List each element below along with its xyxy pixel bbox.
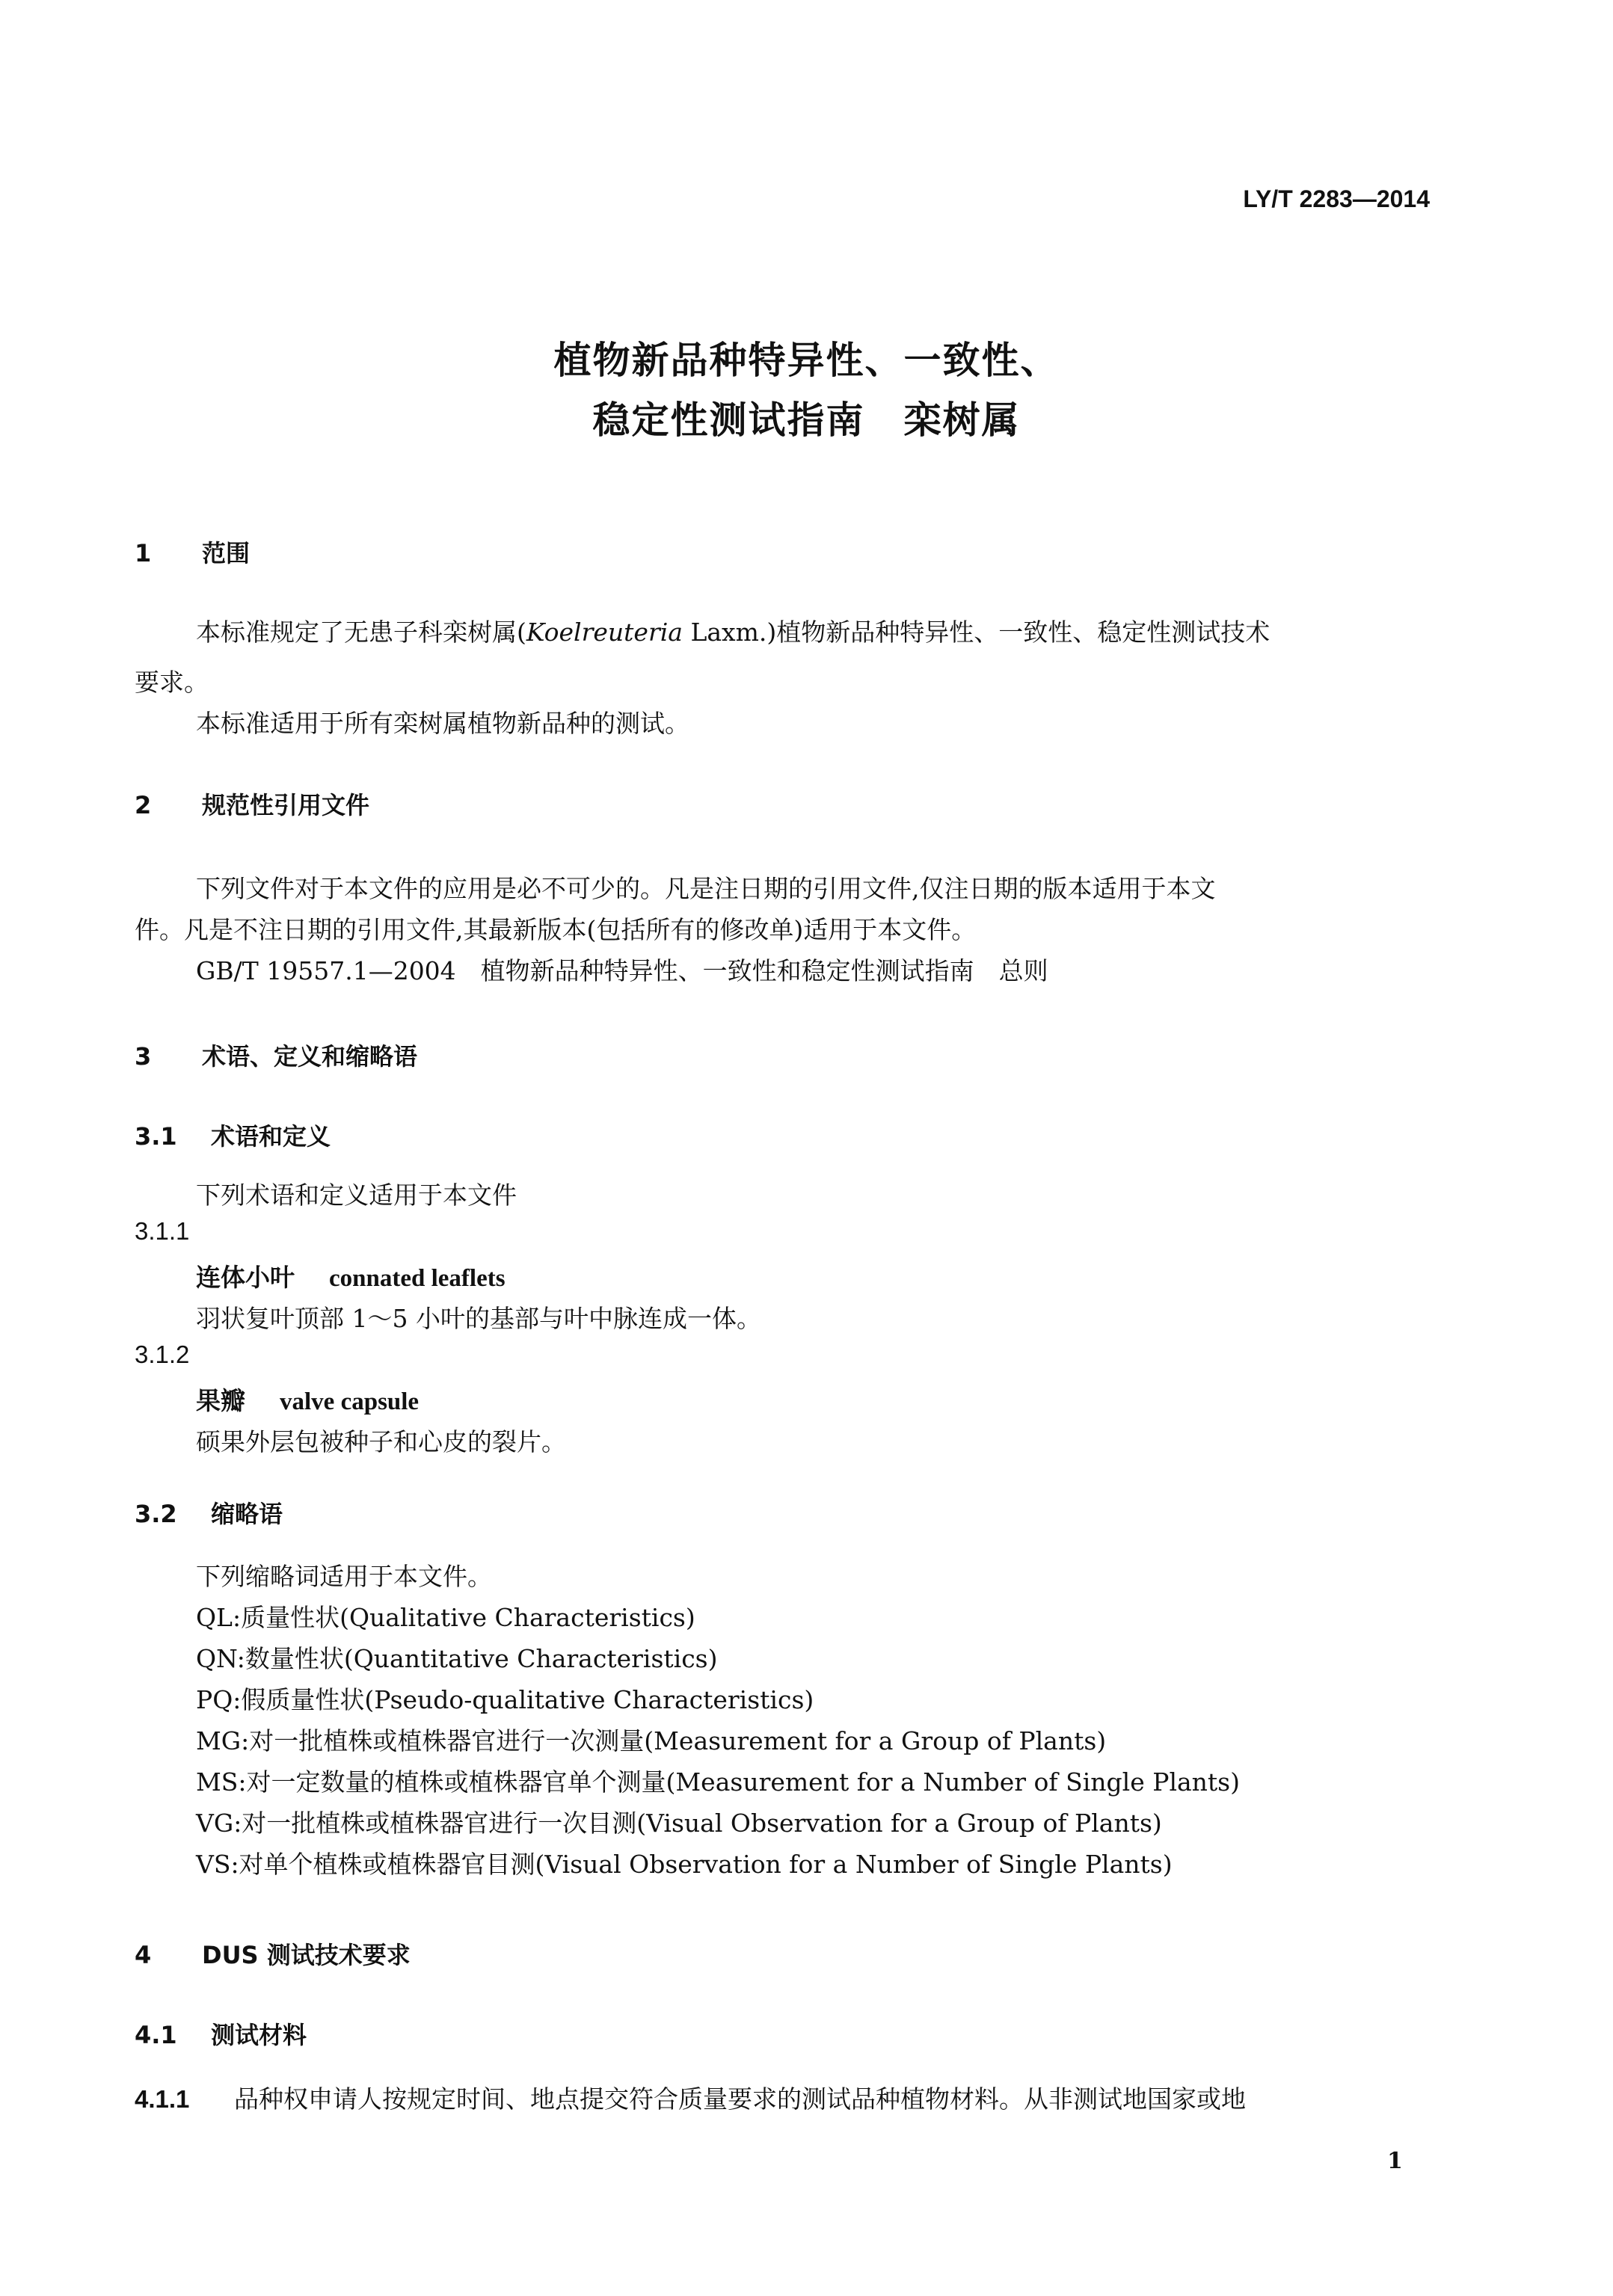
section-number: 3 bbox=[135, 1042, 152, 1071]
genus-name: Koelreuteria bbox=[526, 618, 683, 647]
term-chinese: 果瓣 bbox=[196, 1386, 245, 1415]
section-number: 4.1 bbox=[135, 2021, 177, 2049]
section-title: 术语、定义和缩略语 bbox=[202, 1042, 418, 1071]
section-2-paragraph-1-cont: 件。凡是不注日期的引用文件,其最新版本(包括所有的修改单)适用于本文件。 bbox=[135, 915, 977, 944]
normative-reference: GB/T 19557.1—2004 植物新品种特异性、一致性和稳定性测试指南 总则 bbox=[196, 956, 1048, 985]
section-title: 范围 bbox=[202, 539, 251, 567]
section-3-2-heading bbox=[135, 1495, 283, 1530]
page-number: 1 bbox=[1387, 2148, 1403, 2174]
section-3-2-intro: 下列缩略词适用于本文件。 bbox=[196, 1562, 492, 1591]
section-number: 1 bbox=[135, 539, 152, 567]
section-4-1-1-paragraph bbox=[135, 2080, 1246, 2115]
abbreviation-vs: VS:对单个植株或植株器官目测(Visual Observation for a Number of Single Plants) bbox=[196, 1850, 1173, 1879]
abbreviation-qn: QN:数量性状(Quantitative Characteristics) bbox=[196, 1644, 718, 1673]
section-number: 3.1 bbox=[135, 1122, 177, 1151]
text-run: Laxm.)植物新品种特异性、一致性、稳定性测试技术 bbox=[682, 618, 1271, 647]
standard-code: LY/T 2283—2014 bbox=[1243, 185, 1430, 212]
document-title-line-1: 植物新品种特异性、一致性、 bbox=[553, 339, 1060, 382]
term-1-definition: 羽状复叶顶部 1～5 小叶的基部与叶中脉连成一体。 bbox=[196, 1304, 761, 1333]
section-3-1-intro: 下列术语和定义适用于本文件 bbox=[196, 1181, 517, 1210]
section-2-heading bbox=[135, 787, 369, 821]
term-1-title bbox=[196, 1258, 506, 1293]
text-run: 本标准规定了无患子科栾树属( bbox=[196, 618, 526, 647]
abbreviation-ql: QL:质量性状(Qualitative Characteristics) bbox=[196, 1603, 695, 1632]
term-chinese: 连体小叶 bbox=[196, 1263, 295, 1292]
term-2-number: 3.1.2 bbox=[135, 1341, 190, 1368]
section-1-heading bbox=[135, 535, 250, 569]
term-2-title bbox=[196, 1382, 419, 1417]
section-title: 术语和定义 bbox=[211, 1122, 331, 1151]
section-title: 测试材料 bbox=[211, 2021, 307, 2049]
section-4-heading bbox=[135, 1936, 411, 1971]
abbreviation-mg: MG:对一批植株或植株器官进行一次测量(Measurement for a Group of Plants) bbox=[196, 1726, 1107, 1755]
term-2-definition: 硕果外层包被种子和心皮的裂片。 bbox=[196, 1427, 566, 1456]
section-number: 4.1.1 bbox=[135, 2085, 190, 2113]
term-1-number: 3.1.1 bbox=[135, 1217, 190, 1245]
section-number: 4 bbox=[135, 1941, 152, 1969]
section-1-paragraph-1 bbox=[196, 613, 1270, 648]
section-2-paragraph-1: 下列文件对于本文件的应用是必不可少的。凡是注日期的引用文件,仅注日期的版本适用于本文 bbox=[196, 874, 1216, 903]
abbreviation-ms: MS:对一定数量的植株或植株器官单个测量(Measurement for a Number of Single Plants) bbox=[196, 1767, 1240, 1797]
section-1-paragraph-2: 本标准适用于所有栾树属植物新品种的测试。 bbox=[196, 709, 689, 738]
term-english: connated leaflets bbox=[329, 1265, 506, 1292]
section-text: 品种权申请人按规定时间、地点提交符合质量要求的测试品种植物材料。从非测试地国家或地 bbox=[234, 2084, 1246, 2114]
section-3-1-heading bbox=[135, 1118, 331, 1152]
document-title-line-2: 稳定性测试指南 栾树属 bbox=[592, 398, 1021, 442]
section-number: 2 bbox=[135, 791, 152, 819]
section-1-paragraph-1-cont: 要求。 bbox=[135, 668, 209, 697]
abbreviation-vg: VG:对一批植株或植株器官进行一次目测(Visual Observation for a Group of Plants) bbox=[196, 1809, 1162, 1838]
abbreviation-pq: PQ:假质量性状(Pseudo-qualitative Characteristics) bbox=[196, 1685, 814, 1714]
term-english: valve capsule bbox=[280, 1388, 420, 1415]
section-title: DUS 测试技术要求 bbox=[202, 1941, 411, 1969]
section-title: 缩略语 bbox=[211, 1500, 283, 1528]
section-3-heading bbox=[135, 1038, 417, 1072]
section-title: 规范性引用文件 bbox=[202, 791, 370, 819]
section-4-1-heading bbox=[135, 2016, 307, 2051]
section-number: 3.2 bbox=[135, 1500, 177, 1528]
